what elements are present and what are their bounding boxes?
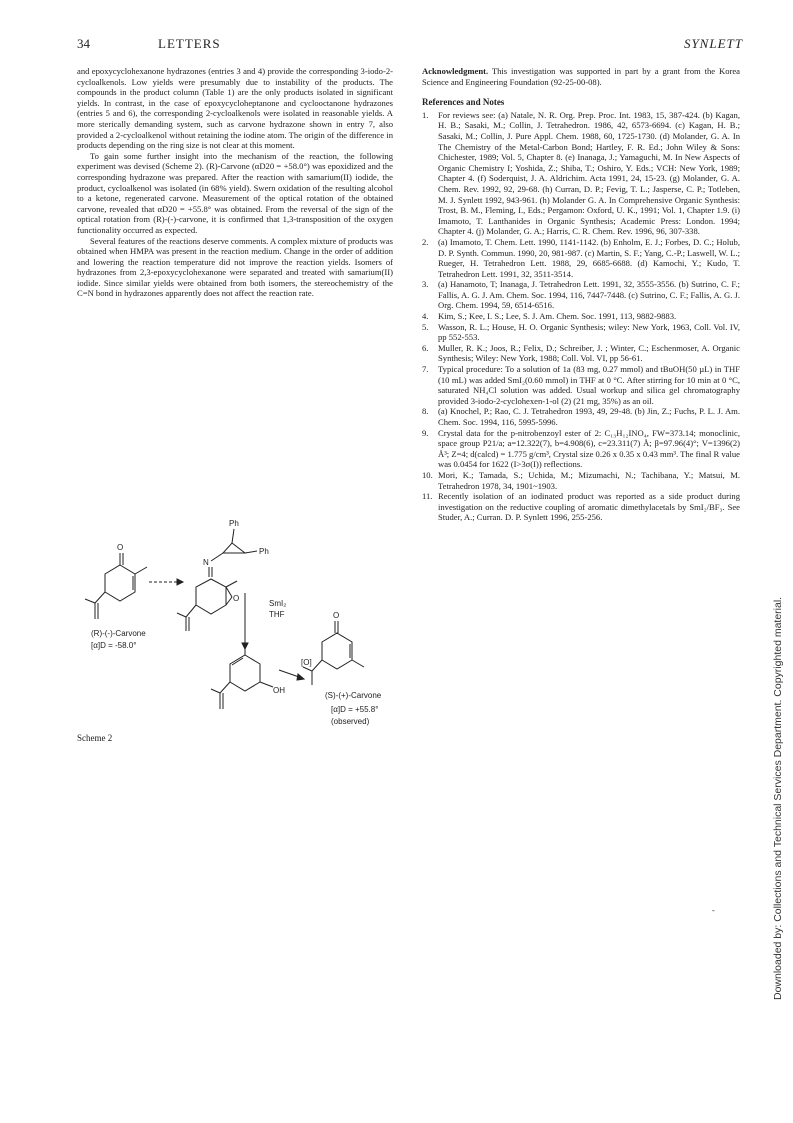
r-carvone-name: (R)-(-)-Carvone: [91, 629, 146, 638]
ketone-o-label: O: [117, 543, 124, 552]
epoxide-o-label: O: [233, 594, 240, 603]
journal-name: SYNLETT: [683, 36, 743, 51]
s-carvone-name: (S)-(+)-Carvone: [325, 691, 382, 700]
scheme-caption: Scheme 2: [77, 733, 113, 743]
ack-heading: Acknowledgment.: [422, 66, 489, 76]
reference-item: 5. Wasson, R. L.; House, H. O. Organic Synthesis; wiley: New York, 1963, Coll. Vol. IV, pp 552-553.: [422, 321, 740, 343]
reference-item: 7. Typical procedure: To a solution of 1a (83 mg, 0.27 mmol) and tBuOH(50 µL) in THF (10 mL) was added SmI₂(0.60 mmol) in THF at 0 °C. After stirring for 10 min at 0 °C, saturated NH₄Cl solution was added. Usual workup and silica gel chromatography provided 3-iodo-2-cyclohexen-1-ol (2) (21 mg, 35%) as an oil.: [422, 364, 740, 406]
left-column: [77, 66, 393, 299]
reference-item: 8. (a) Knochel, P.; Rao, C. J. Tetrahedron 1993, 49, 29-48. (b) Jin, Z.; Fuchs, P. L. J. Am. Chem. Soc. 1994, 116, 5995-5996.: [422, 406, 740, 427]
reference-item: 2. (a) Imamoto, T. Chem. Lett. 1990, 1141-1142. (b) Enholm, E. J.; Forbes, D. C.; Holub, D. P. Synth. Commun. 1990, 20, 981-987. (c) Martin, S. F.; Yang, C.-P.; Laswell, W. L.; Rueger, H. Tetrahedron Lett. 1988, 29, 6685-6688. (d) Kamochi, Y.; Kudo, T. Tetrahedron Lett. 1991, 32, 3511-3514.: [422, 236, 740, 279]
reference-item: 6. Muller, R. K.; Joos, R.; Felix, D.; Schreiber, J. ; Winter, C.; Eschenmoser, A. Organic Synthesis; Wiley: New York, 1988; Coll. Vol. VI, pp 56-61.: [422, 342, 740, 364]
carvone-ring: [105, 565, 135, 601]
section-label: LETTERS: [158, 36, 221, 51]
thf-label: THF: [269, 610, 285, 619]
reference-item: 10. Mori, K.; Tamada, S.; Uchida, M.; Mizumachi, N.; Tachibana, Y.; Matsui, M. Tetrahedron 1978, 34, 1901~1903.: [422, 469, 740, 491]
page-number: 34: [77, 36, 90, 51]
reference-item: 11. Recently isolation of an iodinated product was reported as a side product during investigation on the reductive coupling of aromatic dimethylacetals by SmI₂/BF₃. See Studer, A.; Curran. D. P. Synlett 1996, 255-256.: [422, 491, 740, 523]
paragraph: To gain some further insight into the mechanism of the reaction, the following experiment was devised (Scheme 2). (R)-Carvone (αD20 = +58.0°) was epoxidized and the corresponding hydrazone was prepared. After the reaction with samarium(II) iodide, the product, cycloalkenol was isolated (in 68% yield). Swern oxidation of the resulting alcohol to a ketone, regenerated carvone. Measurement of the optical rotation of the obtained carvone, revealed that αD20 = +55.8° was obtained. From the reversal of the sign of the optical rotation from (R)-(-)-carvone, it is confirmed that 1,3-transposition of the oxygen functionality occurred as expected.: [77, 150, 393, 235]
reference-item: 9. Crystal data for the p-nitrobenzoyl ester of 2: C₁₃H₁₂INO₄, FW=373.14; monoclinic, space group P21/a; a=12.322(7), b=4.908(6), c=23.311(7) Å; β=97.96(4)°; V=1396(2) Å³; Z=4; d(calcd) = 1.775 g/cm³, Crystal size 0.26 x 0.35 x 0.43 mm³. The final R value was 0.0454 for 1622 (I>3σ(I)) reflections.: [422, 427, 740, 470]
oh-label: OH: [273, 686, 285, 695]
s-carvone-observed: (observed): [331, 717, 370, 726]
corner-mark: -: [712, 906, 715, 915]
references-heading: References and Notes: [422, 97, 505, 108]
reference-item: 3. (a) Hanamoto, T; Inanaga, J. Tetrahedron Lett. 1991, 32, 3555-3556. (b) Sutrino, C. F.; Fallis, A. G. J. Am. Chem. Soc. 1994, 116, 7447-7448. (c) Sutrino, C. F.; Fallis, A. G. J. Org. Chem. 1994, 59, 6514-6516.: [422, 279, 740, 311]
reference-item: 4. Kim, S.; Kee, I. S.; Lee, S. J. Am. Chem. Soc. 1991, 113, 9882-9883.: [422, 311, 677, 322]
download-watermark: Downloaded by: Collections and Technical Services Department. Copyrighted material.: [772, 596, 784, 1000]
r-carvone-rotation: [α]D = -58.0°: [91, 641, 137, 650]
ph-label-top: Ph: [229, 519, 239, 528]
scheme-2-diagram: [77, 515, 407, 730]
paragraph: Several features of the reactions deserve comments. A complex mixture of products was obtained when HMPA was present in the reaction medium. Change in the order of addition and lowering the reaction temperature did not improve the reaction yields. Isomers of hydrazones from 2,3-epoxycyclohexanone were separated and treated with samarium(II) iodide. Since similar yields were obtained from both isomers, the stereochemistry of the C=N bond in hydrazones apparently does not affect the reaction rate.: [77, 235, 393, 299]
oxidation-label: [O]: [301, 658, 312, 667]
acknowledgment: [422, 66, 740, 87]
paragraph: and epoxycyclohexanone hydrazones (entries 3 and 4) provide the corresponding 3-iodo-2-cycloalkenols. Low yields were presumably due to instability of the products. The compounds in the product column (Table 1) are the only products isolated in significant yields. In contrast, in the case of epoxycycloheptanone and cyclooctanone hydrazones (entries 5 and 6), the corresponding 2-cycloalkenols were isolated in reasonable yields. A more sterically demanding system, such as carvone hydrazone shown in entry 7, also provided a 2-cycloalkenol without retaining the iodine atom. The origin of the difference in products depending on the ring size is not clear at this moment.: [77, 66, 393, 151]
n-label: N: [203, 558, 209, 567]
reference-item: 1. For reviews see: (a) Natale, N. R. Org. Prep. Proc. Int. 1983, 15, 387-424. (b) Kagan, H. B.; Sasaki, M.; Collin, J. Tetrahedron. 1986, 42, 6573-6694. (c) Kagan, H. B.; Sasaki, M.; Collin, J. Pure Appl. Chem. 1988, 60, 1725-1730. (d) Molander, G. A. In The Chemistry of the Metal-Carbon Bond; Hartley, F. R. Ed.; John Wiley & Sons: Chichester, 1989; Vol. 5, Chapter 8. (e) Inanaga, J.; Yamaguchi, M. In New Aspects of Organic Chemistry I; Yoshida, Z.; Shiba, T.; Oshiro, Y. Eds.; VCH: New York, 1989; Chapter 4. (f) Soderquist, J. A. Aldrichim. Acta 1991, 24, 15-23. (g) Molander, G. A. Chem. Rev. 1992, 92, 29-68. (h) Curran, D. P.; Fevig, T. L.; Jasperse, C. P.; Totleben, M. J. Synlett 1992, 943-961. (h) Molander G. A. In Comprehensive Organic Synthesis: Trost, B. M., Fleming, I., Eds.; Pergamon: Oxford, U. K., 1991; Vol. 1, Chapter 1.9. (i) Imamoto, T. Lanthanides in Organic Synthesis; Academic Press: London. 1994; Chapter 4. (j) Molander, G. A.; Harris, C. R. Chem. Rev. 1996, 96, 307-338.: [422, 109, 740, 237]
epoxy-ring: [196, 579, 226, 614]
ph-label-right: Ph: [259, 547, 269, 556]
s-carvone-ring: [322, 633, 352, 669]
ack-text: This investigation was supported in part by a grant from the Korea Science and Engineering Foundation (92-25-00-08).: [422, 66, 740, 87]
ketone-o-label-2: O: [333, 611, 340, 620]
right-column: [422, 66, 740, 523]
smi2-label: SmI₂: [269, 599, 287, 608]
alkenol-ring: [230, 655, 260, 691]
s-carvone-rotation: [α]D = +55.8°: [331, 705, 379, 714]
